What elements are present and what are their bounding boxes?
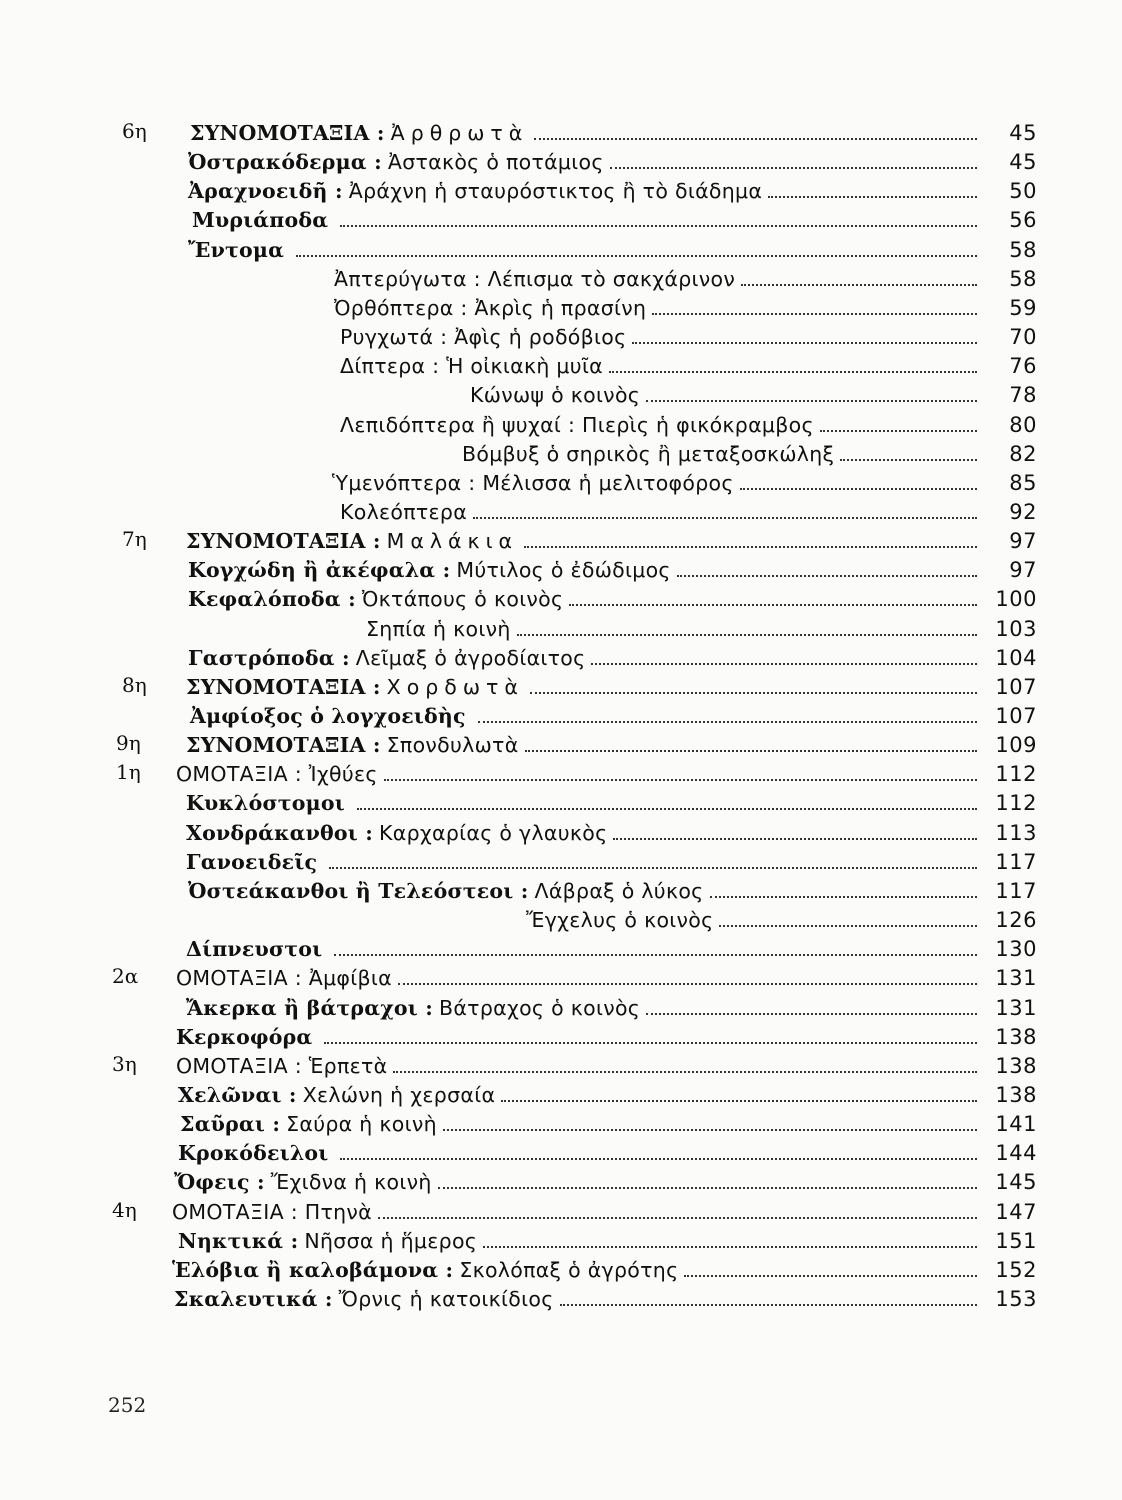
dot-leader	[525, 750, 977, 752]
toc-entry	[188, 555, 1037, 583]
dot-leader	[768, 196, 977, 198]
toc-entry	[188, 147, 1037, 175]
entry-page-number: 130	[995, 937, 1037, 961]
entry-page-number: 138	[995, 1025, 1037, 1049]
dot-leader	[684, 1275, 977, 1277]
dot-leader	[820, 430, 977, 432]
entry-page-number: 97	[1009, 529, 1037, 553]
entry-ordinal: 1η	[116, 760, 141, 784]
entry-title: Σηπία ἡ κοινὴ	[366, 617, 511, 641]
dot-leader	[524, 546, 977, 548]
toc-entry	[462, 439, 1037, 467]
entry-title: Ρυγχωτά : Ἀφὶς ἡ ροδόβιος	[340, 325, 627, 349]
entry-page-number: 107	[995, 704, 1037, 728]
entry-page-number: 70	[1009, 325, 1037, 349]
entry-page-number: 80	[1009, 413, 1037, 437]
entry-heading: Ἀραχνοειδῆ :	[188, 179, 343, 203]
dot-leader	[677, 575, 977, 577]
dot-leader	[501, 1100, 977, 1102]
dot-leader	[334, 954, 977, 956]
entry-title: Ἀστακὸς ὁ ποτάμιος	[387, 150, 604, 174]
entry-heading: Δίπνευστοι	[186, 937, 323, 961]
entry-page-number: 76	[1009, 354, 1037, 378]
entry-page-number: 144	[995, 1141, 1037, 1165]
toc-entry	[192, 205, 1037, 233]
entry-heading: ΣΥΝΟΜΟΤΑΞΙΑ :	[186, 675, 381, 699]
entry-page-number: 113	[995, 821, 1037, 845]
entry-title: Χελώνη ἡ χερσαία	[302, 1083, 496, 1107]
entry-heading: Κεφαλόποδα :	[188, 587, 356, 611]
dot-leader	[329, 867, 977, 869]
dot-leader	[357, 808, 977, 810]
entry-page-number: 151	[995, 1229, 1037, 1253]
entry-title: Μαλάκια	[386, 529, 519, 553]
entry-ordinal: 3η	[112, 1052, 137, 1076]
entry-heading: Κροκόδειλοι	[178, 1141, 329, 1165]
entry-page-number: 131	[995, 966, 1037, 990]
entry-page-number: 78	[1009, 383, 1037, 407]
entry-page-number: 82	[1009, 442, 1037, 466]
entry-title: Ὀρθόπτερα : Ἀκρὶς ἡ πρασίνη	[334, 296, 647, 320]
entry-ordinal: 4η	[112, 1198, 137, 1222]
entry-title: Ὄρνις ἡ κατοικίδιος	[338, 1287, 554, 1311]
entry-heading: Ἑλόβια ἢ καλοβάμονα :	[172, 1258, 454, 1282]
entry-page-number: 100	[995, 587, 1037, 611]
entry-title: ΟΜΟΤΑΞΙΑ : Ἰχθύες	[176, 762, 378, 786]
entry-page-number: 45	[1009, 121, 1037, 145]
entry-title: Λεῖμαξ ὁ ἀγροδίαιτος	[355, 646, 586, 670]
toc-entry	[340, 351, 1037, 379]
entry-heading: Ὀστρακόδερμα :	[188, 150, 382, 174]
dot-leader	[569, 604, 977, 606]
toc-entry	[186, 730, 1037, 758]
dot-leader	[340, 1158, 977, 1160]
entry-page-number: 131	[995, 996, 1037, 1020]
toc-entry	[176, 759, 1037, 787]
dot-leader	[384, 779, 977, 781]
toc-entry	[186, 526, 1037, 554]
toc-entry	[178, 1226, 1037, 1254]
entry-title: ΟΜΟΤΑΞΙΑ : Ἑρπετὰ	[176, 1054, 388, 1078]
entry-page-number: 104	[995, 646, 1037, 670]
toc-entry	[176, 963, 1037, 991]
dot-leader	[646, 400, 977, 402]
entry-ordinal: 9η	[116, 731, 141, 755]
toc-entry	[188, 176, 1037, 204]
toc-entry	[178, 1138, 1037, 1166]
dot-leader	[710, 896, 977, 898]
toc-entry	[190, 701, 1037, 729]
toc-entry	[332, 468, 1037, 496]
entry-heading: Ἔντομα	[188, 238, 285, 262]
entry-heading: Ὀστεάκανθοι ἢ Τελεόστεοι :	[188, 879, 529, 903]
toc-entry	[178, 1080, 1037, 1108]
dot-leader	[296, 255, 977, 257]
toc-entry	[186, 847, 1037, 875]
entry-page-number: 117	[995, 879, 1037, 903]
entry-title: Ὑμενόπτερα : Μέλισσα ἡ μελιτοφόρος	[332, 471, 734, 495]
dot-leader	[613, 838, 977, 840]
entry-page-number: 85	[1009, 471, 1037, 495]
toc-entry	[176, 1022, 1037, 1050]
entry-heading: Γανοειδεῖς	[186, 850, 318, 874]
toc-entry	[174, 1167, 1037, 1195]
toc-entry	[186, 672, 1037, 700]
entry-heading: Κερκοφόρα	[176, 1025, 313, 1049]
entry-page-number: 45	[1009, 150, 1037, 174]
entry-page-number: 58	[1009, 238, 1037, 262]
entry-heading: Νηκτικά :	[178, 1229, 299, 1253]
entry-page-number: 138	[995, 1054, 1037, 1078]
entry-page-number: 147	[995, 1200, 1037, 1224]
dot-leader	[378, 1217, 977, 1219]
entry-title: ΟΜΟΤΑΞΙΑ : Πτηνὰ	[172, 1200, 372, 1224]
entry-page-number: 59	[1009, 296, 1037, 320]
entry-page-number: 92	[1009, 500, 1037, 524]
toc-entry	[186, 788, 1037, 816]
entry-page-number: 58	[1009, 267, 1037, 291]
entry-page-number: 107	[995, 675, 1037, 699]
entry-title: Χορδωτὰ	[386, 675, 524, 699]
entry-page-number: 97	[1009, 558, 1037, 582]
entry-heading: Ἀμφίοξος ὁ λογχοειδὴς	[190, 704, 466, 728]
toc-entry	[340, 410, 1037, 438]
dot-leader	[393, 1071, 977, 1073]
entry-ordinal: 6η	[122, 119, 147, 143]
entry-title: Ὀκτάπους ὁ κοινὸς	[361, 587, 564, 611]
entry-page-number: 50	[1009, 179, 1037, 203]
dot-leader	[324, 1042, 977, 1044]
toc-entry	[174, 1284, 1037, 1312]
entry-title: Σπονδυλωτὰ	[386, 733, 519, 757]
toc-entry	[526, 905, 1037, 933]
entry-page-number: 117	[995, 850, 1037, 874]
entry-heading: Κογχώδη ἢ ἀκέφαλα :	[188, 558, 451, 582]
entry-heading: Ὄφεις :	[174, 1170, 265, 1194]
entry-title: Σκολόπαξ ὁ ἀγρότης	[459, 1258, 679, 1282]
entry-title: Λεπιδόπτερα ἢ ψυχαί : Πιερὶς ἡ φικόκραμβος	[340, 413, 814, 437]
dot-leader	[530, 692, 977, 694]
entry-title: Ἀπτερύγωτα : Λέπισμα τὸ σακχάρινον	[334, 267, 736, 291]
entry-title: Νῆσσα ἡ ἥμερος	[304, 1229, 478, 1253]
entry-page-number: 138	[995, 1083, 1037, 1107]
dot-leader	[591, 663, 977, 665]
entry-title: Ἔχιδνα ἡ κοινὴ	[270, 1170, 432, 1194]
entry-title: Ἔγχελυς ὁ κοινὸς	[526, 908, 714, 932]
dot-leader	[719, 925, 977, 927]
entry-heading: Χελῶναι :	[178, 1083, 297, 1107]
dot-leader	[438, 1187, 977, 1189]
entry-ordinal: 7η	[122, 527, 147, 551]
toc-entry	[186, 818, 1037, 846]
dot-leader	[632, 342, 977, 344]
dot-leader	[652, 313, 977, 315]
dot-leader	[398, 983, 977, 985]
dot-leader	[609, 371, 977, 373]
entry-heading: Ἄκερκα ἢ βάτραχοι :	[186, 996, 433, 1020]
entry-ordinal: 2α	[112, 964, 139, 988]
entry-page-number: 126	[995, 908, 1037, 932]
entry-title: Σαύρα ἡ κοινὴ	[286, 1112, 437, 1136]
entry-page-number: 103	[995, 617, 1037, 641]
dot-leader	[534, 138, 977, 140]
toc-entry	[176, 1051, 1037, 1079]
entry-title: Κολεόπτερα	[340, 500, 468, 524]
dot-leader	[740, 488, 977, 490]
entry-title: Ἀράχνη ἡ σταυρόστικτος ἢ τὸ διάδημα	[348, 179, 763, 203]
entry-heading: Μυριάποδα	[192, 208, 329, 232]
entry-heading: Σαῦραι :	[180, 1112, 281, 1136]
entry-title: Λάβραξ ὁ λύκος	[534, 879, 704, 903]
toc-entry	[334, 293, 1037, 321]
toc-entry	[334, 264, 1037, 292]
dot-leader	[840, 459, 977, 461]
entry-heading: Σκαλευτικά :	[174, 1287, 333, 1311]
entry-page-number: 145	[995, 1170, 1037, 1194]
entry-title: Ἀρθρωτὰ	[390, 121, 529, 145]
dot-leader	[478, 721, 977, 723]
entry-title: ΟΜΟΤΑΞΙΑ : Ἀμφίβια	[176, 966, 392, 990]
entry-title: Καρχαρίας ὁ γλαυκὸς	[379, 821, 608, 845]
page-number: 252	[108, 1393, 147, 1417]
entry-page-number: 109	[995, 733, 1037, 757]
dot-leader	[443, 1129, 977, 1131]
entry-page-number: 152	[995, 1258, 1037, 1282]
dot-leader	[473, 517, 977, 519]
entry-heading: Χονδράκανθοι :	[186, 821, 374, 845]
entry-heading: ΣΥΝΟΜΟΤΑΞΙΑ :	[190, 121, 385, 145]
dot-leader	[646, 1013, 977, 1015]
dot-leader	[560, 1304, 977, 1306]
dot-leader	[741, 284, 977, 286]
toc-entry	[188, 235, 1037, 263]
entry-heading: ΣΥΝΟΜΟΤΑΞΙΑ :	[186, 529, 381, 553]
toc-entry	[188, 876, 1037, 904]
entry-title: Βάτραχος ὁ κοινὸς	[439, 996, 641, 1020]
toc-entry	[366, 614, 1037, 642]
toc-entry	[470, 380, 1037, 408]
entry-page-number: 112	[995, 762, 1037, 786]
toc-entry	[186, 993, 1037, 1021]
entry-ordinal: 8η	[122, 673, 147, 697]
dot-leader	[340, 225, 977, 227]
entry-page-number: 153	[995, 1287, 1037, 1311]
entry-heading: Κυκλόστομοι	[186, 791, 345, 815]
entry-heading: Γαστρόποδα :	[188, 646, 350, 670]
entry-page-number: 141	[995, 1112, 1037, 1136]
entry-page-number: 112	[995, 791, 1037, 815]
toc-entry	[186, 934, 1037, 962]
toc-entry	[172, 1197, 1037, 1225]
entry-title: Βόμβυξ ὁ σηρικὸς ἢ μεταξοσκώληξ	[462, 442, 835, 466]
entry-heading: ΣΥΝΟΜΟΤΑΞΙΑ :	[186, 733, 381, 757]
toc-entry	[340, 322, 1037, 350]
toc-entry	[188, 584, 1037, 612]
toc-entry	[180, 1109, 1037, 1137]
entry-page-number: 56	[1009, 208, 1037, 232]
entry-title: Δίπτερα : Ἡ οἰκιακὴ μυῖα	[340, 354, 603, 378]
toc-entry	[188, 643, 1037, 671]
entry-title: Μύτιλος ὁ ἐδώδιμος	[456, 558, 671, 582]
toc-entry	[172, 1255, 1037, 1283]
dot-leader	[483, 1246, 977, 1248]
entry-title: Κώνωψ ὁ κοινὸς	[470, 383, 641, 407]
dot-leader	[517, 634, 977, 636]
toc-entry	[340, 497, 1037, 525]
toc-entry	[190, 118, 1037, 146]
dot-leader	[610, 167, 977, 169]
